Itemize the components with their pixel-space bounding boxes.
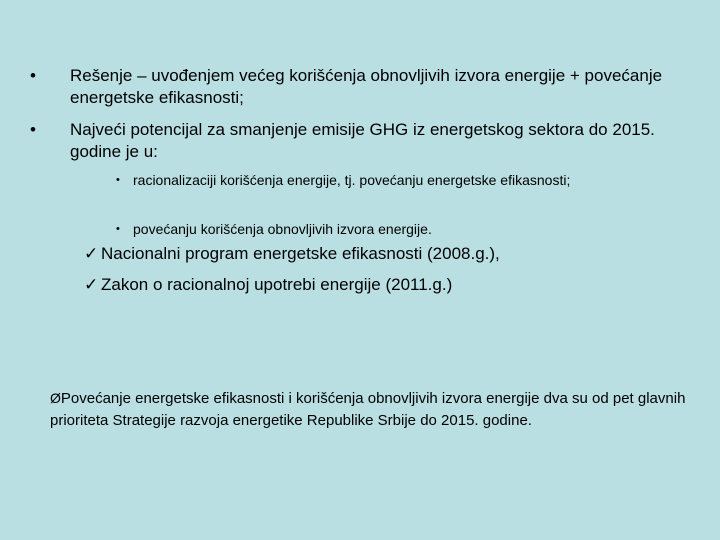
bullet-icon: •	[30, 120, 36, 139]
check-text: Zakon o racionalnoj upotrebi energije (2011.g.)	[101, 275, 453, 294]
sub-bullet-text: racionalizaciji korišćenja energije, tj. povećanju energetske efikasnosti;	[133, 172, 571, 188]
bullet-icon: •	[116, 223, 120, 235]
sub-bullet-item	[116, 218, 676, 240]
sub-bullet-item	[116, 169, 676, 191]
bullet-text: Najveći potencijal za smanjenje emisije GHG iz energetskog sektora do 2015. godine je u:	[70, 120, 655, 161]
check-item	[84, 274, 684, 296]
arrow-bullet-icon: Ø	[50, 390, 61, 406]
bullet-icon: •	[116, 174, 120, 186]
bullet-item	[30, 119, 690, 163]
bullet-icon: •	[30, 66, 36, 85]
conclusion-paragraph	[50, 387, 690, 432]
sub-bullet-text: povećanju korišćenja obnovljivih izvora energije.	[133, 221, 432, 237]
check-item	[84, 243, 684, 265]
check-icon: ✓	[84, 275, 99, 294]
bullet-text: Rešenje – uvođenjem većeg korišćenja obnovljivih izvora energije + povećanje energetske efikasnosti;	[70, 66, 663, 107]
conclusion-text: Povećanje energetske efikasnosti i korišćenja obnovljivih izvora energije dva su od pet glavnih prioriteta Strategije razvoja energetike Republike Srbije do 2015. godine.	[50, 390, 686, 429]
bullet-item	[30, 65, 690, 109]
check-icon: ✓	[84, 244, 99, 263]
check-text: Nacionalni program energetske efikasnosti (2008.g.),	[101, 244, 500, 263]
